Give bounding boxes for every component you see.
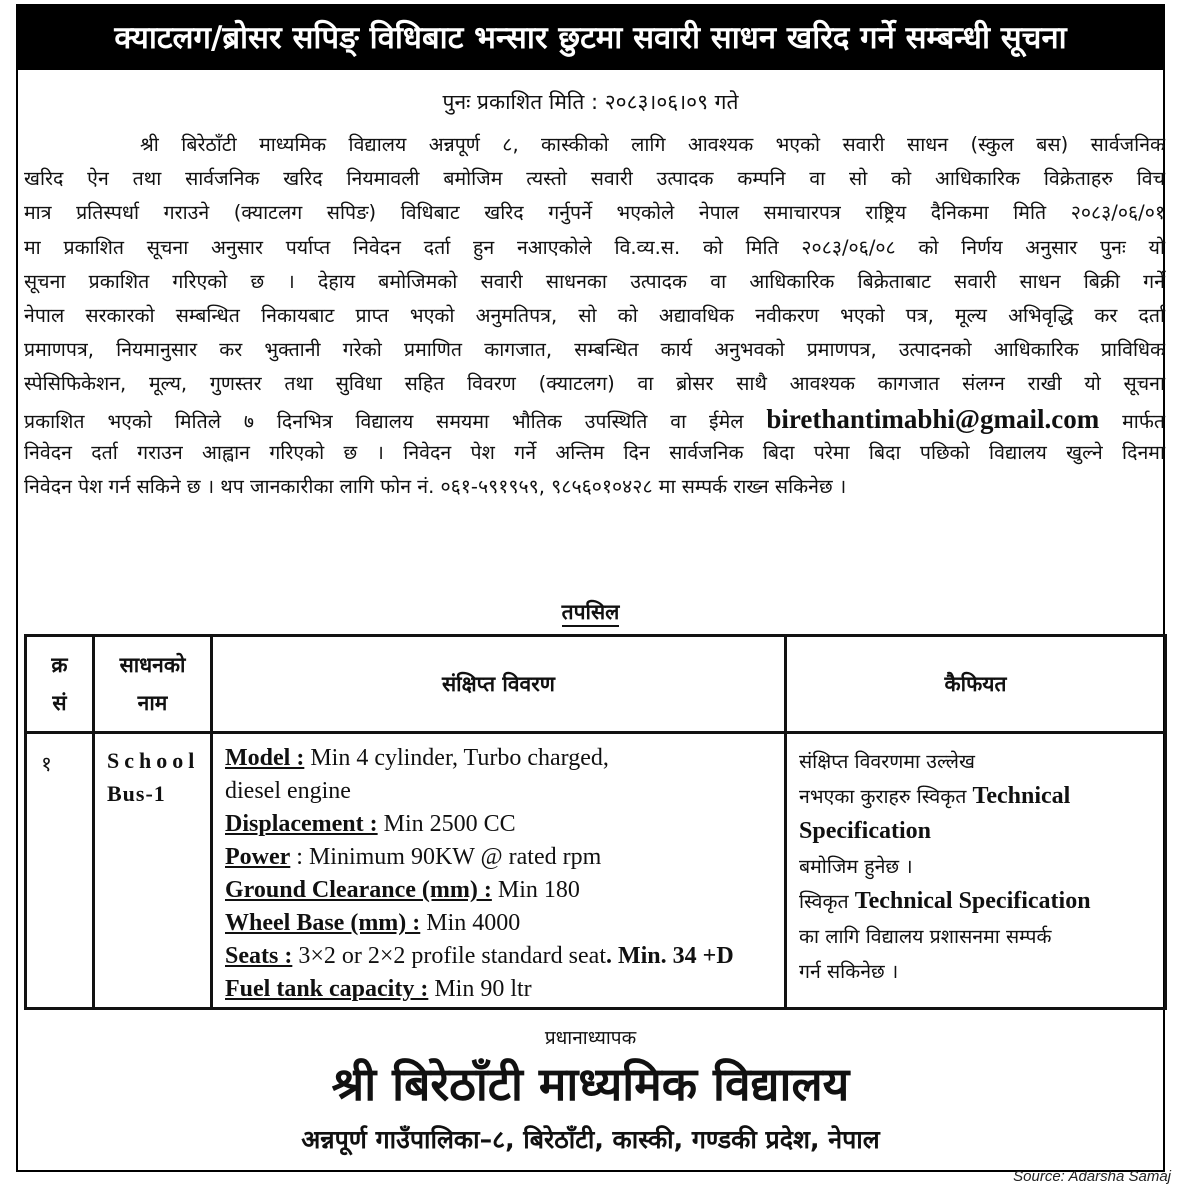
spec-power-value: : Minimum 90KW @ rated rpm — [290, 844, 602, 870]
table-row — [26, 733, 1166, 1009]
remark-line-np: स्विकृत — [799, 890, 855, 913]
row-vehicle-name-line1: School — [107, 748, 200, 773]
notice-body — [24, 128, 1165, 504]
row-vehicle-name — [94, 733, 212, 1009]
source-credit: Source: Adarsha Samaj — [1013, 1168, 1171, 1185]
body-line: निवेदन दर्ता गराउन आह्वान गरिएको छ । निवेदन पेश गर्ने अन्तिम दिन सार्वजनिक बिदा परेमा बिदा पछिको विद्यालय खुल्ने दिनमा — [24, 440, 1165, 464]
body-line: प्रमाणपत्र, नियमानुसार कर भुक्तानी गरेको प्रमाणित कागजात, सम्बन्धित कार्य अनुभवको प्रमाणपत्र, उत्पादनको आधिकारिक प्राविधिक — [24, 338, 1165, 362]
spec-ground-clearance-value: Min 180 — [491, 877, 580, 903]
spec-model-label: Model : — [225, 745, 305, 771]
spec-fuel-tank — [225, 973, 778, 1006]
spec-wheel-base-value: Min 4000 — [420, 910, 521, 936]
spec-displacement-value: Min 2500 CC — [377, 811, 516, 837]
body-line: श्री बिरेठाँटी माध्यमिक विद्यालय अन्नपूर्ण ८, कास्कीको लागि आवश्यक भएको सवारी साधन (स्कुल बस) सार्वजनिक — [140, 133, 1165, 156]
remark-line — [799, 884, 1154, 919]
vehicle-spec-table — [24, 634, 1167, 1010]
email-address[interactable]: birethantimabhi@gmail.com — [766, 403, 1100, 434]
body-line-email — [24, 402, 1165, 436]
spec-wheel-base-label: Wheel Base (mm) : — [225, 910, 421, 936]
spec-fuel-tank-value: Min 90 ltr — [428, 976, 532, 1002]
header-vehicle-name-line2: नाम — [137, 691, 168, 715]
spec-displacement — [225, 808, 778, 841]
signatory-title: प्रधानाध्यापक — [544, 1027, 637, 1049]
remark-line: बमोजिम हुनेछ । — [799, 855, 913, 878]
spec-ground-clearance-label: Ground Clearance (mm) : — [225, 877, 492, 903]
body-line-contact: निवेदन पेश गर्न सकिने छ । थप जानकारीका लागि फोन नं. ०६१-५९१९५९, ९८५६०१०४२८ मा सम्पर्क राख्न सकिनेछ । — [24, 474, 847, 498]
header-vehicle-name-line1: साधनको — [119, 653, 186, 677]
remark-line-en: Technical — [972, 783, 1071, 809]
body-line: नेपाल सरकारको सम्बन्धित निकायबाट प्राप्त भएको अनुमतिपत्र, सो को अद्यावधिक नवीकरण भएको पत्र, मूल्य अभिवृद्धि कर दर्ता — [24, 303, 1165, 327]
body-line: स्पेसिफिकेशन, मूल्य, गुणस्तर तथा सुविधा सहित विवरण (क्याटलग) वा ब्रोसर साथै आवश्यक कागजात संलग्न राखी यो सूचना — [24, 372, 1165, 396]
row-vehicle-name-line2: Bus-1 — [107, 781, 166, 806]
school-address: अन्नपूर्ण गाउँपालिका–८, बिरेठाँटी, कास्की, गण्डकी प्रदेश, नेपाल — [301, 1125, 880, 1154]
remark-line: का लागि विद्यालय प्रशासनमा सम्पर्क — [799, 925, 1052, 948]
spec-seats-minimum: . Min. 34 +D — [605, 943, 734, 969]
spec-seats-label: Seats : — [225, 943, 293, 969]
body-line-email-post: मार्फत — [1099, 409, 1166, 433]
header-serial-line2: सं — [52, 691, 67, 715]
row-specifications — [212, 733, 786, 1009]
remark-line: संक्षिप्त विवरणमा उल्लेख — [799, 750, 975, 773]
spec-power — [225, 841, 778, 874]
school-name: श्री बिरेठाँटी माध्यमिक विद्यालय — [331, 1057, 850, 1111]
remark-line-np: नभएका कुराहरु स्विकृत — [799, 785, 973, 808]
spec-seats — [225, 940, 778, 973]
header-serial-line1: क्र — [51, 653, 68, 677]
spec-model-cont: diesel engine — [225, 778, 351, 804]
row-remarks — [786, 733, 1166, 1009]
remark-line — [799, 779, 1154, 814]
spec-fuel-tank-label: Fuel tank capacity : — [225, 976, 429, 1002]
body-line-email-pre: प्रकाशित भएको मितिले ७ दिनभित्र विद्यालय समयमा भौतिक उपस्थिति वा ईमेल — [24, 409, 767, 433]
schedule-heading — [0, 598, 1181, 626]
table-header-row — [26, 636, 1166, 733]
header-remarks: कैफियत — [786, 636, 1166, 733]
remark-line-en: Technical Specification — [854, 888, 1091, 914]
spec-model — [225, 742, 778, 775]
spec-wheel-base — [225, 907, 778, 940]
spec-power-label: Power — [225, 844, 291, 870]
header-vehicle-name — [94, 636, 212, 733]
body-line: सूचना प्रकाशित गरिएको छ । देहाय बमोजिमको सवारी साधनका उत्पादक वा आधिकारिक बिक्रेताबाट सवारी साधन बिक्री गर्ने — [24, 269, 1165, 293]
body-line: खरिद ऐन तथा सार्वजनिक खरिद नियमावली बमोजिम त्यस्तो सवारी उत्पादक कम्पनि वा सो को आधिकारिक विक्रेताहरु विच — [24, 167, 1165, 191]
body-line: मात्र प्रतिस्पर्धा गराउने (क्याटलग सपिङ) विधिबाट खरिद गर्नुपर्ने भएकोले नेपाल समाचारपत्र राष्ट्रिय दैनिकमा मिति २०८३/०६/०१ — [24, 201, 1165, 225]
notice-title-text: क्याटलग/ब्रोसर सपिङ् विधिबाट भन्सार छुटमा सवारी साधन खरिद गर्ने सम्बन्धी सूचना — [114, 20, 1067, 56]
schedule-heading-text: तपसिल — [562, 600, 620, 627]
body-line: मा प्रकाशित सूचना अनुसार पर्याप्त निवेदन दर्ता हुन नआएकोले वि.व्य.स. को मिति २०८३/०६/०८ को निर्णय अनुसार पुनः यो — [24, 235, 1165, 259]
row-serial: १ — [26, 733, 94, 1009]
republish-date: पुनः प्रकाशित मिति : २०८३।०६।०९ गते — [442, 90, 739, 114]
header-serial — [26, 636, 94, 733]
spec-model-value: Min 4 cylinder, Turbo charged, — [304, 745, 609, 771]
spec-seats-value: 3×2 or 2×2 profile standard seat — [292, 943, 606, 969]
header-description: संक्षिप्त विवरण — [212, 636, 786, 733]
spec-ground-clearance — [225, 874, 778, 907]
notice-title — [16, 4, 1165, 70]
spec-displacement-label: Displacement : — [225, 811, 378, 837]
remark-line: Specification — [799, 818, 931, 844]
remark-line: गर्न सकिनेछ । — [799, 960, 899, 983]
